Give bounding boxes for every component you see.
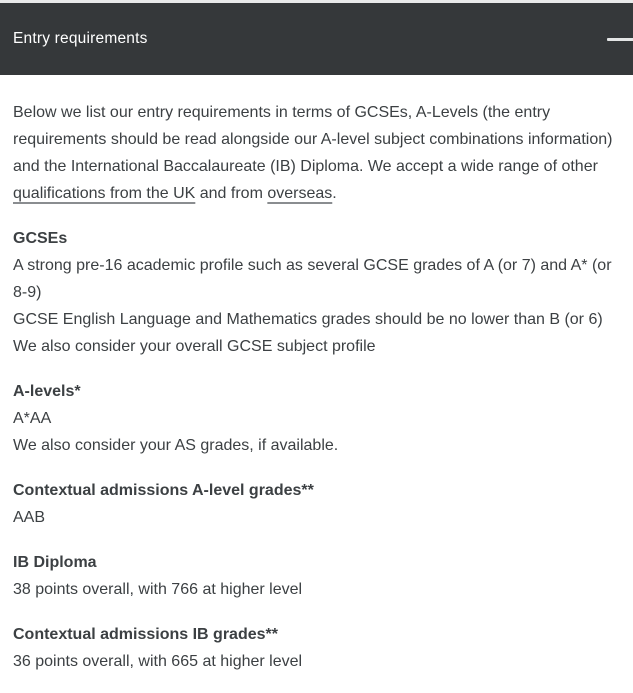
intro-text-2: and from (195, 185, 268, 202)
section-gcses (13, 225, 617, 360)
section-heading: Contextual admissions A-level grades** (13, 482, 314, 499)
accordion-title: Entry requirements (13, 30, 148, 47)
section-contextual-ib (13, 621, 617, 675)
section-line: GCSE English Language and Mathematics grades should be no lower than B (or 6) (13, 311, 603, 328)
section-heading: IB Diploma (13, 554, 97, 571)
overseas-link[interactable]: overseas (267, 185, 333, 202)
intro-text-3: . (332, 185, 337, 202)
collapse-minus-icon[interactable] (607, 38, 633, 41)
section-line: We also consider your AS grades, if available. (13, 437, 339, 454)
section-line: A*AA (13, 410, 52, 427)
uk-qualifications-link[interactable]: qualifications from the UK (13, 185, 196, 202)
accordion-body (0, 75, 633, 675)
section-line: We also consider your overall GCSE subject profile (13, 338, 376, 355)
section-line: 38 points overall, with 766 at higher level (13, 581, 303, 598)
section-heading: A-levels* (13, 383, 81, 400)
intro-paragraph (13, 99, 617, 207)
section-line: A strong pre-16 academic profile such as several GCSE grades of A (or 7) and A* (or 8-9) (13, 257, 612, 301)
section-a-levels (13, 378, 617, 459)
section-heading: GCSEs (13, 230, 68, 247)
intro-text-1: Below we list our entry requirements in terms of GCSEs, A-Levels (the entry requirements should be read alongside our A-level subject combinations information) and the International Baccalaureate (IB) Diploma. We accept a wide range of other (13, 104, 613, 175)
section-ib-diploma (13, 549, 617, 603)
section-contextual-a-level (13, 477, 617, 531)
section-line: AAB (13, 509, 46, 526)
section-line: 36 points overall, with 665 at higher level (13, 653, 303, 670)
accordion-header[interactable] (0, 3, 633, 75)
section-heading: Contextual admissions IB grades** (13, 626, 278, 643)
